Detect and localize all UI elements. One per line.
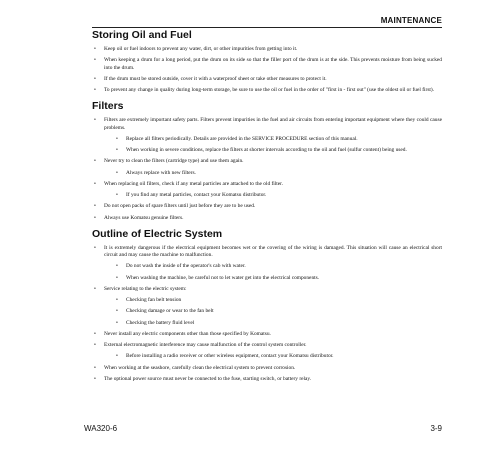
list-item: • Never install any electric components other than those specified by Komatsu. — [92, 331, 442, 338]
list-item-text: When replacing oil filters, check if any metal particles are attached to the old filter. — [104, 180, 284, 187]
list-item-text: Never try to clean the filters (cartridge type) and use them again. — [104, 158, 244, 165]
sub-list — [104, 192, 442, 199]
sub-list-item: • If you find any metal particles, contact your Komatsu distributor. — [104, 192, 442, 199]
section-header: MAINTENANCE — [380, 16, 442, 25]
list-item-text: It is extremely dangerous if the electrical equipment becomes wet or the covering of the wiring is damaged. This situation will cause an electrical short circuit and may cause the machine to malfunction. — [104, 244, 442, 258]
storing-oil-list — [92, 46, 442, 94]
list-item: • Do not open packs of spare filters until just before they are to be used. — [92, 203, 442, 210]
list-item — [92, 286, 442, 327]
list-item — [92, 181, 442, 199]
sub-list-item: • Checking damage or wear to the fan belt — [104, 308, 442, 315]
sub-list — [104, 353, 442, 360]
header-rule — [92, 27, 442, 28]
sub-list — [104, 297, 442, 327]
page-content — [92, 29, 442, 387]
list-item — [92, 117, 442, 154]
list-item: • To prevent any change in quality during long-term storage, be sure to use the oil or fuel in the order of "first in - first out" (use the oldest oil or fuel first). — [92, 87, 442, 94]
list-item: • If the drum must be stored outside, cover it with a waterproof sheet or take other measures to protect it. — [92, 76, 442, 83]
sub-list-item: • Do not wash the inside of the operator's cab with water. — [104, 263, 442, 270]
sub-list — [104, 170, 442, 177]
footer-page-number: 3-9 — [430, 424, 442, 433]
section-title-storing-oil: Storing Oil and Fuel — [92, 29, 192, 41]
footer-model: WA320-6 — [84, 424, 118, 433]
sub-list — [104, 136, 442, 155]
electric-system-list — [92, 245, 442, 383]
list-item-text: Filters are extremely important safety parts. Filters prevent impurities in the fuel and air circuits from entering important equipment where they could cause problems. — [104, 117, 442, 131]
sub-list-item: • Replace all filters periodically. Details are provided in the SERVICE PROCEDURE section of this manual. — [104, 136, 442, 143]
list-item — [92, 342, 442, 360]
list-item — [92, 245, 442, 282]
sub-list-item: • Checking the battery fluid level — [104, 320, 442, 327]
sub-list-item: • Always replace with new filters. — [104, 170, 442, 177]
section-title-filters: Filters — [92, 100, 124, 113]
filters-list — [92, 117, 442, 222]
sub-list-item: • When working in severe conditions, replace the filters at shorter intervals according to the oil and fuel (sulfur content) being used. — [104, 147, 442, 154]
list-item: • When working at the seashore, carefully clean the electrical system to prevent corrosion. — [92, 365, 442, 372]
list-item: • Always use Komatsu genuine filters. — [92, 215, 442, 222]
sub-list — [104, 263, 442, 282]
list-item: • When keeping a drum for a long period, put the drum on its side so that the filler port of the drum is at the side. This prevents moisture from being sucked into the drum. — [92, 57, 442, 71]
list-item-text: Service relating to the electric system: — [104, 285, 187, 292]
sub-list-item: • Before installing a radio receiver or other wireless equipment, contact your Komatsu distributor. — [104, 353, 442, 360]
list-item: • The optional power source must never be connected to the fuse, starting switch, or battery relay. — [92, 376, 442, 383]
sub-list-item: • Checking fan belt tension — [104, 297, 442, 304]
list-item — [92, 158, 442, 176]
list-item: • Keep oil or fuel indoors to prevent any water, dirt, or other impurities from getting into it. — [92, 46, 442, 53]
sub-list-item: • When washing the machine, be careful not to let water get into the electrical components. — [104, 275, 442, 282]
list-item-text: External electromagnetic interference may cause malfunction of the control system controller. — [104, 342, 307, 349]
section-title-electric-system: Outline of Electric System — [92, 227, 223, 240]
